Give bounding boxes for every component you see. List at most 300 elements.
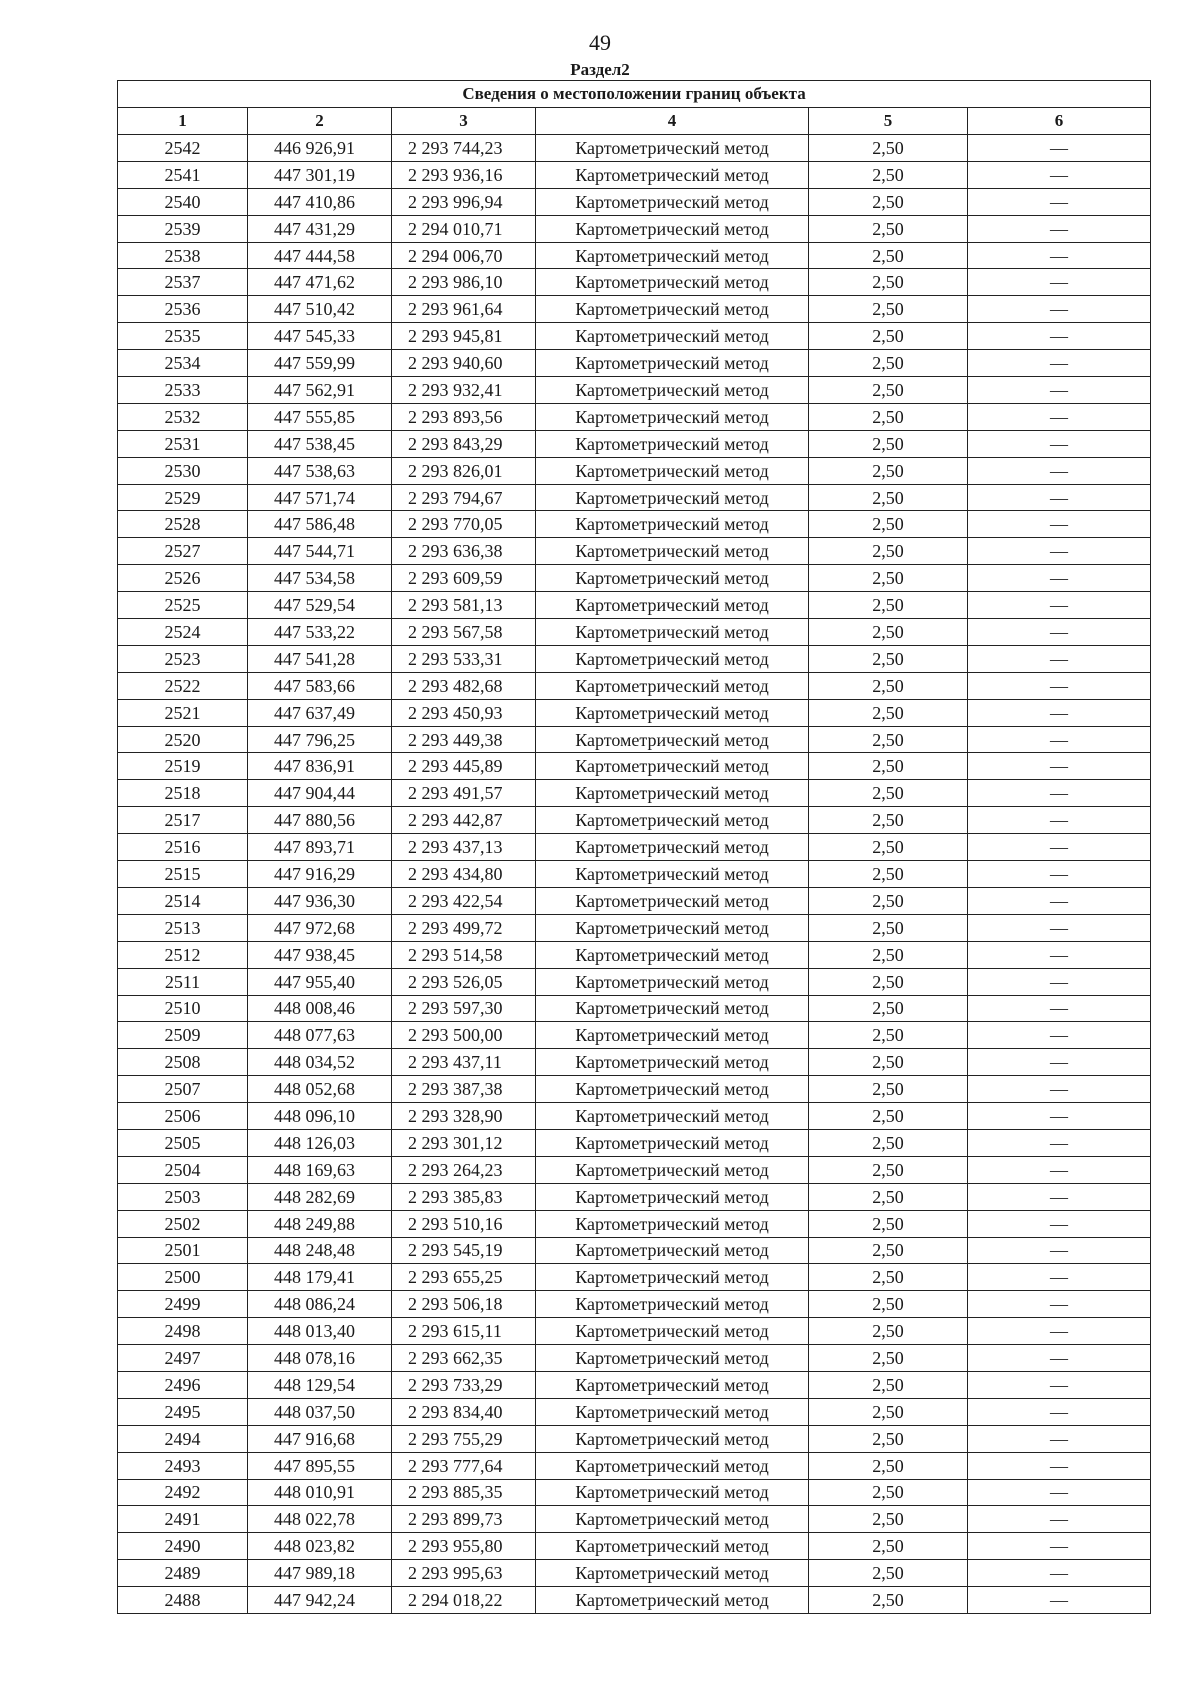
coordinate-y-cell: 2 293 940,60: [392, 350, 536, 377]
table-row: [118, 565, 1151, 592]
method-cell: Картометрический метод: [536, 1587, 809, 1614]
accuracy-cell: 2,50: [809, 1291, 968, 1318]
method-cell: Картометрический метод: [536, 296, 809, 323]
note-cell: —: [968, 1210, 1151, 1237]
column-number: 5: [809, 108, 968, 135]
table-row: [118, 780, 1151, 807]
coordinate-y-cell: 2 294 010,71: [392, 215, 536, 242]
coordinate-x-cell: 447 562,91: [248, 377, 392, 404]
coordinate-x-cell: 447 637,49: [248, 699, 392, 726]
method-cell: Картометрический метод: [536, 1452, 809, 1479]
table-row: [118, 1452, 1151, 1479]
coordinate-x-cell: 448 096,10: [248, 1103, 392, 1130]
table-row: [118, 323, 1151, 350]
note-cell: —: [968, 699, 1151, 726]
point-number-cell: 2521: [118, 699, 248, 726]
column-number-row: [118, 108, 1151, 135]
point-number-cell: 2505: [118, 1129, 248, 1156]
method-cell: Картометрический метод: [536, 619, 809, 646]
accuracy-cell: 2,50: [809, 861, 968, 888]
coordinate-y-cell: 2 293 301,12: [392, 1129, 536, 1156]
accuracy-cell: 2,50: [809, 565, 968, 592]
column-number: 4: [536, 108, 809, 135]
note-cell: —: [968, 1129, 1151, 1156]
point-number-cell: 2541: [118, 161, 248, 188]
coordinate-y-cell: 2 293 482,68: [392, 672, 536, 699]
method-cell: Картометрический метод: [536, 592, 809, 619]
point-number-cell: 2531: [118, 430, 248, 457]
coordinate-x-cell: 447 880,56: [248, 807, 392, 834]
coordinate-y-cell: 2 293 777,64: [392, 1452, 536, 1479]
coordinate-x-cell: 447 583,66: [248, 672, 392, 699]
coordinate-y-cell: 2 293 744,23: [392, 135, 536, 162]
accuracy-cell: 2,50: [809, 726, 968, 753]
coordinate-x-cell: 448 022,78: [248, 1506, 392, 1533]
note-cell: —: [968, 242, 1151, 269]
coordinate-x-cell: 447 989,18: [248, 1560, 392, 1587]
point-number-cell: 2520: [118, 726, 248, 753]
coordinate-y-cell: 2 293 581,13: [392, 592, 536, 619]
note-cell: —: [968, 807, 1151, 834]
coordinate-x-cell: 447 942,24: [248, 1587, 392, 1614]
accuracy-cell: 2,50: [809, 887, 968, 914]
point-number-cell: 2529: [118, 484, 248, 511]
table-row: [118, 1371, 1151, 1398]
table-row: [118, 1183, 1151, 1210]
note-cell: —: [968, 377, 1151, 404]
accuracy-cell: 2,50: [809, 1345, 968, 1372]
table-row: [118, 161, 1151, 188]
table-row: [118, 1506, 1151, 1533]
boundary-table: [117, 80, 1151, 1614]
coordinate-x-cell: 447 444,58: [248, 242, 392, 269]
point-number-cell: 2538: [118, 242, 248, 269]
accuracy-cell: 2,50: [809, 242, 968, 269]
accuracy-cell: 2,50: [809, 1210, 968, 1237]
accuracy-cell: 2,50: [809, 995, 968, 1022]
note-cell: —: [968, 215, 1151, 242]
table-row: [118, 807, 1151, 834]
table-row: [118, 242, 1151, 269]
coordinate-y-cell: 2 293 961,64: [392, 296, 536, 323]
coordinate-x-cell: 447 586,48: [248, 511, 392, 538]
coordinate-y-cell: 2 293 434,80: [392, 861, 536, 888]
note-cell: —: [968, 1291, 1151, 1318]
method-cell: Картометрический метод: [536, 726, 809, 753]
method-cell: Картометрический метод: [536, 1129, 809, 1156]
note-cell: —: [968, 188, 1151, 215]
method-cell: Картометрический метод: [536, 1076, 809, 1103]
method-cell: Картометрический метод: [536, 188, 809, 215]
table-row: [118, 941, 1151, 968]
coordinate-x-cell: 448 249,88: [248, 1210, 392, 1237]
coordinate-y-cell: 2 293 995,63: [392, 1560, 536, 1587]
coordinate-y-cell: 2 293 932,41: [392, 377, 536, 404]
note-cell: —: [968, 861, 1151, 888]
coordinate-x-cell: 448 078,16: [248, 1345, 392, 1372]
note-cell: —: [968, 968, 1151, 995]
coordinate-y-cell: 2 294 018,22: [392, 1587, 536, 1614]
coordinate-x-cell: 447 431,29: [248, 215, 392, 242]
page-number: 49: [589, 30, 611, 55]
accuracy-cell: 2,50: [809, 1398, 968, 1425]
note-cell: —: [968, 1264, 1151, 1291]
coordinate-x-cell: 448 126,03: [248, 1129, 392, 1156]
coordinate-x-cell: 447 533,22: [248, 619, 392, 646]
method-cell: Картометрический метод: [536, 1506, 809, 1533]
coordinate-y-cell: 2 293 770,05: [392, 511, 536, 538]
accuracy-cell: 2,50: [809, 699, 968, 726]
table-row: [118, 1425, 1151, 1452]
accuracy-cell: 2,50: [809, 1425, 968, 1452]
point-number-cell: 2502: [118, 1210, 248, 1237]
method-cell: Картометрический метод: [536, 215, 809, 242]
method-cell: Картометрический метод: [536, 887, 809, 914]
method-cell: Картометрический метод: [536, 242, 809, 269]
coordinate-x-cell: 447 538,63: [248, 457, 392, 484]
note-cell: —: [968, 296, 1151, 323]
table-row: [118, 1398, 1151, 1425]
coordinate-x-cell: 447 938,45: [248, 941, 392, 968]
note-cell: —: [968, 834, 1151, 861]
point-number-cell: 2542: [118, 135, 248, 162]
coordinate-x-cell: 447 545,33: [248, 323, 392, 350]
accuracy-cell: 2,50: [809, 1452, 968, 1479]
note-cell: —: [968, 1156, 1151, 1183]
method-cell: Картометрический метод: [536, 1479, 809, 1506]
coordinate-y-cell: 2 293 437,13: [392, 834, 536, 861]
coordinate-y-cell: 2 293 533,31: [392, 645, 536, 672]
coordinate-x-cell: 447 936,30: [248, 887, 392, 914]
method-cell: Картометрический метод: [536, 377, 809, 404]
accuracy-cell: 2,50: [809, 484, 968, 511]
note-cell: —: [968, 1022, 1151, 1049]
coordinate-x-cell: 447 544,71: [248, 538, 392, 565]
point-number-cell: 2508: [118, 1049, 248, 1076]
column-number: 2: [248, 108, 392, 135]
point-number-cell: 2539: [118, 215, 248, 242]
coordinate-y-cell: 2 293 936,16: [392, 161, 536, 188]
note-cell: —: [968, 995, 1151, 1022]
point-number-cell: 2490: [118, 1533, 248, 1560]
note-cell: —: [968, 323, 1151, 350]
method-cell: Картометрический метод: [536, 1425, 809, 1452]
point-number-cell: 2523: [118, 645, 248, 672]
table-row: [118, 592, 1151, 619]
coordinate-y-cell: 2 293 500,00: [392, 1022, 536, 1049]
accuracy-cell: 2,50: [809, 1076, 968, 1103]
method-cell: Картометрический метод: [536, 1049, 809, 1076]
coordinate-y-cell: 2 293 445,89: [392, 753, 536, 780]
table-row: [118, 1237, 1151, 1264]
method-cell: Картометрический метод: [536, 538, 809, 565]
note-cell: —: [968, 1479, 1151, 1506]
coordinate-x-cell: 447 538,45: [248, 430, 392, 457]
table-body: [118, 135, 1151, 1614]
method-cell: Картометрический метод: [536, 753, 809, 780]
point-number-cell: 2527: [118, 538, 248, 565]
table-row: [118, 1264, 1151, 1291]
point-number-cell: 2533: [118, 377, 248, 404]
note-cell: —: [968, 457, 1151, 484]
note-cell: —: [968, 484, 1151, 511]
note-cell: —: [968, 1533, 1151, 1560]
table-row: [118, 484, 1151, 511]
point-number-cell: 2507: [118, 1076, 248, 1103]
accuracy-cell: 2,50: [809, 188, 968, 215]
coordinate-y-cell: 2 293 450,93: [392, 699, 536, 726]
point-number-cell: 2511: [118, 968, 248, 995]
note-cell: —: [968, 1318, 1151, 1345]
coordinate-y-cell: 2 293 755,29: [392, 1425, 536, 1452]
coordinate-y-cell: 2 293 662,35: [392, 1345, 536, 1372]
table-row: [118, 296, 1151, 323]
coordinate-y-cell: 2 293 826,01: [392, 457, 536, 484]
coordinate-x-cell: 448 023,82: [248, 1533, 392, 1560]
method-cell: Картометрический метод: [536, 430, 809, 457]
point-number-cell: 2528: [118, 511, 248, 538]
coordinate-y-cell: 2 293 885,35: [392, 1479, 536, 1506]
accuracy-cell: 2,50: [809, 807, 968, 834]
table-row: [118, 672, 1151, 699]
coordinate-x-cell: 447 904,44: [248, 780, 392, 807]
note-cell: —: [968, 430, 1151, 457]
method-cell: Картометрический метод: [536, 484, 809, 511]
table-row: [118, 1318, 1151, 1345]
coordinate-y-cell: 2 293 655,25: [392, 1264, 536, 1291]
coordinate-y-cell: 2 293 506,18: [392, 1291, 536, 1318]
coordinate-x-cell: 448 052,68: [248, 1076, 392, 1103]
coordinate-y-cell: 2 293 636,38: [392, 538, 536, 565]
note-cell: —: [968, 538, 1151, 565]
coordinate-y-cell: 2 293 422,54: [392, 887, 536, 914]
point-number-cell: 2510: [118, 995, 248, 1022]
table-row: [118, 135, 1151, 162]
coordinate-x-cell: 448 179,41: [248, 1264, 392, 1291]
note-cell: —: [968, 565, 1151, 592]
method-cell: Картометрический метод: [536, 511, 809, 538]
table-row: [118, 1103, 1151, 1130]
section-title: Раздел2: [570, 60, 630, 79]
coordinate-x-cell: 447 972,68: [248, 914, 392, 941]
table-row: [118, 753, 1151, 780]
note-cell: —: [968, 1452, 1151, 1479]
point-number-cell: 2501: [118, 1237, 248, 1264]
coordinate-y-cell: 2 293 385,83: [392, 1183, 536, 1210]
accuracy-cell: 2,50: [809, 968, 968, 995]
point-number-cell: 2525: [118, 592, 248, 619]
coordinate-y-cell: 2 293 387,38: [392, 1076, 536, 1103]
table-row: [118, 215, 1151, 242]
method-cell: Картометрический метод: [536, 834, 809, 861]
method-cell: Картометрический метод: [536, 1533, 809, 1560]
coordinate-x-cell: 448 086,24: [248, 1291, 392, 1318]
note-cell: —: [968, 1183, 1151, 1210]
point-number-cell: 2537: [118, 269, 248, 296]
method-cell: Картометрический метод: [536, 269, 809, 296]
coordinate-y-cell: 2 293 899,73: [392, 1506, 536, 1533]
note-cell: —: [968, 1103, 1151, 1130]
note-cell: —: [968, 780, 1151, 807]
coordinate-y-cell: 2 293 499,72: [392, 914, 536, 941]
accuracy-cell: 2,50: [809, 1264, 968, 1291]
coordinate-x-cell: 447 471,62: [248, 269, 392, 296]
method-cell: Картометрический метод: [536, 699, 809, 726]
accuracy-cell: 2,50: [809, 1506, 968, 1533]
coordinate-x-cell: 447 559,99: [248, 350, 392, 377]
table-row: [118, 457, 1151, 484]
table-row: [118, 1156, 1151, 1183]
table-row: [118, 645, 1151, 672]
point-number-cell: 2530: [118, 457, 248, 484]
accuracy-cell: 2,50: [809, 753, 968, 780]
coordinate-x-cell: 447 895,55: [248, 1452, 392, 1479]
point-number-cell: 2493: [118, 1452, 248, 1479]
table-row: [118, 1587, 1151, 1614]
method-cell: Картометрический метод: [536, 1345, 809, 1372]
coordinate-y-cell: 2 293 597,30: [392, 995, 536, 1022]
column-number: 6: [968, 108, 1151, 135]
table-row: [118, 1560, 1151, 1587]
method-cell: Картометрический метод: [536, 780, 809, 807]
point-number-cell: 2517: [118, 807, 248, 834]
method-cell: Картометрический метод: [536, 1022, 809, 1049]
accuracy-cell: 2,50: [809, 914, 968, 941]
coordinate-y-cell: 2 293 834,40: [392, 1398, 536, 1425]
coordinate-x-cell: 447 916,68: [248, 1425, 392, 1452]
note-cell: —: [968, 1398, 1151, 1425]
note-cell: —: [968, 753, 1151, 780]
note-cell: —: [968, 350, 1151, 377]
method-cell: Картометрический метод: [536, 1291, 809, 1318]
accuracy-cell: 2,50: [809, 350, 968, 377]
coordinate-x-cell: 447 410,86: [248, 188, 392, 215]
note-cell: —: [968, 645, 1151, 672]
method-cell: Картометрический метод: [536, 1156, 809, 1183]
accuracy-cell: 2,50: [809, 1371, 968, 1398]
accuracy-cell: 2,50: [809, 1022, 968, 1049]
point-number-cell: 2506: [118, 1103, 248, 1130]
point-number-cell: 2503: [118, 1183, 248, 1210]
table-row: [118, 188, 1151, 215]
coordinate-y-cell: 2 293 986,10: [392, 269, 536, 296]
accuracy-cell: 2,50: [809, 430, 968, 457]
method-cell: Картометрический метод: [536, 995, 809, 1022]
coordinate-y-cell: 2 294 006,70: [392, 242, 536, 269]
coordinate-y-cell: 2 293 893,56: [392, 403, 536, 430]
method-cell: Картометрический метод: [536, 914, 809, 941]
accuracy-cell: 2,50: [809, 1049, 968, 1076]
point-number-cell: 2494: [118, 1425, 248, 1452]
note-cell: —: [968, 941, 1151, 968]
table-row: [118, 914, 1151, 941]
point-number-cell: 2534: [118, 350, 248, 377]
note-cell: —: [968, 1560, 1151, 1587]
accuracy-cell: 2,50: [809, 403, 968, 430]
method-cell: Картометрический метод: [536, 645, 809, 672]
coordinate-y-cell: 2 293 526,05: [392, 968, 536, 995]
table-row: [118, 1129, 1151, 1156]
note-cell: —: [968, 161, 1151, 188]
table-row: [118, 995, 1151, 1022]
coordinate-x-cell: 446 926,91: [248, 135, 392, 162]
table-row: [118, 834, 1151, 861]
column-number: 3: [392, 108, 536, 135]
method-cell: Картометрический метод: [536, 1237, 809, 1264]
point-number-cell: 2495: [118, 1398, 248, 1425]
note-cell: —: [968, 1237, 1151, 1264]
note-cell: —: [968, 403, 1151, 430]
coordinate-x-cell: 448 008,46: [248, 995, 392, 1022]
table-caption: Сведения о местоположении границ объекта: [118, 81, 1151, 108]
method-cell: Картометрический метод: [536, 565, 809, 592]
accuracy-cell: 2,50: [809, 323, 968, 350]
coordinate-y-cell: 2 293 794,67: [392, 484, 536, 511]
method-cell: Картометрический метод: [536, 1183, 809, 1210]
note-cell: —: [968, 672, 1151, 699]
coordinate-y-cell: 2 293 996,94: [392, 188, 536, 215]
coordinate-x-cell: 447 571,74: [248, 484, 392, 511]
coordinate-x-cell: 447 916,29: [248, 861, 392, 888]
accuracy-cell: 2,50: [809, 161, 968, 188]
table-row: [118, 269, 1151, 296]
point-number-cell: 2522: [118, 672, 248, 699]
point-number-cell: 2516: [118, 834, 248, 861]
point-number-cell: 2491: [118, 1506, 248, 1533]
accuracy-cell: 2,50: [809, 538, 968, 565]
note-cell: —: [968, 887, 1151, 914]
note-cell: —: [968, 1076, 1151, 1103]
accuracy-cell: 2,50: [809, 1533, 968, 1560]
coordinate-y-cell: 2 293 843,29: [392, 430, 536, 457]
coordinate-y-cell: 2 293 510,16: [392, 1210, 536, 1237]
method-cell: Картометрический метод: [536, 1210, 809, 1237]
accuracy-cell: 2,50: [809, 1129, 968, 1156]
method-cell: Картометрический метод: [536, 1318, 809, 1345]
note-cell: —: [968, 269, 1151, 296]
point-number-cell: 2519: [118, 753, 248, 780]
table-row: [118, 968, 1151, 995]
coordinate-x-cell: 448 129,54: [248, 1371, 392, 1398]
point-number-cell: 2524: [118, 619, 248, 646]
accuracy-cell: 2,50: [809, 1479, 968, 1506]
point-number-cell: 2535: [118, 323, 248, 350]
note-cell: —: [968, 135, 1151, 162]
coordinate-x-cell: 448 037,50: [248, 1398, 392, 1425]
accuracy-cell: 2,50: [809, 1318, 968, 1345]
coordinate-x-cell: 447 955,40: [248, 968, 392, 995]
method-cell: Картометрический метод: [536, 968, 809, 995]
table-row: [118, 1210, 1151, 1237]
method-cell: Картометрический метод: [536, 135, 809, 162]
note-cell: —: [968, 1506, 1151, 1533]
method-cell: Картометрический метод: [536, 941, 809, 968]
coordinate-y-cell: 2 293 449,38: [392, 726, 536, 753]
coordinate-y-cell: 2 293 733,29: [392, 1371, 536, 1398]
coordinate-y-cell: 2 293 442,87: [392, 807, 536, 834]
method-cell: Картометрический метод: [536, 672, 809, 699]
coordinate-x-cell: 447 893,71: [248, 834, 392, 861]
method-cell: Картометрический метод: [536, 1371, 809, 1398]
note-cell: —: [968, 619, 1151, 646]
coordinate-x-cell: 448 013,40: [248, 1318, 392, 1345]
accuracy-cell: 2,50: [809, 1156, 968, 1183]
point-number-cell: 2488: [118, 1587, 248, 1614]
table-row: [118, 377, 1151, 404]
coordinate-x-cell: 448 077,63: [248, 1022, 392, 1049]
accuracy-cell: 2,50: [809, 511, 968, 538]
accuracy-cell: 2,50: [809, 592, 968, 619]
